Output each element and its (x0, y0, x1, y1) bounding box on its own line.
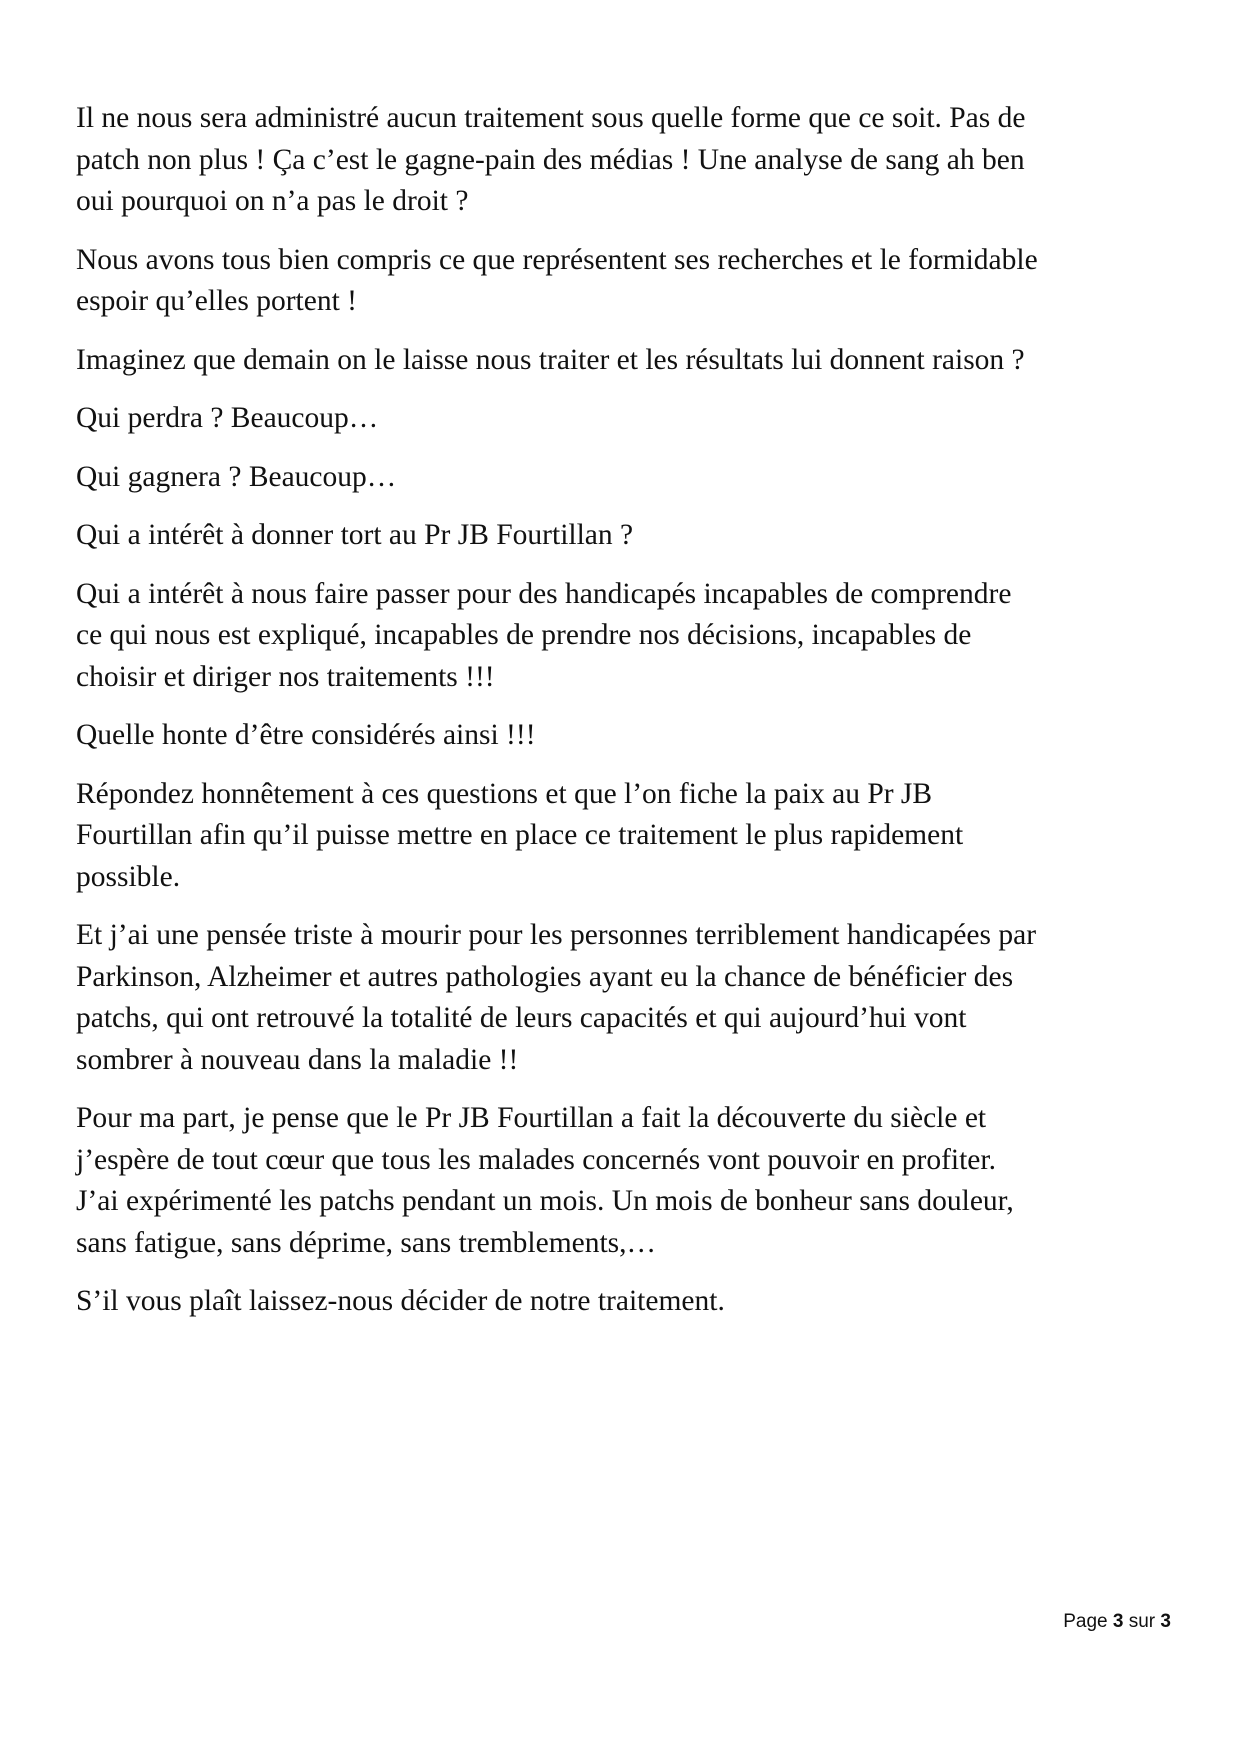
paragraph-5: Qui gagnera ? Beaucoup… (76, 460, 397, 493)
paragraph-3: Imaginez que demain on le laisse nous traiter et les résultats lui donnent raison ? (76, 343, 1025, 376)
page-current: 3 (1112, 1611, 1124, 1632)
page-label: Page (1063, 1611, 1108, 1632)
paragraph-9: Répondez honnêtement à ces questions et que l’on fiche la paix au Pr JB Fourtillan afin qu’il puisse mettre en place ce traitement le plus rapidement possible. (76, 777, 964, 893)
paragraph-10: Et j’ai une pensée triste à mourir pour les personnes terriblement handicapées par Parkinson, Alzheimer et autres pathologies ayant eu la chance de bénéficier des patchs, qui ont retrouvé la totalité de leurs capacités et qui aujourd’hui vont sombrer à nouveau dans la maladie !! (76, 919, 1037, 1076)
paragraph-1: Il ne nous sera administré aucun traitement sous quelle forme que ce soit. Pas de patch non plus ! Ça c’est le gagne-pain des médias ! Une analyse de sang ah ben oui pourquoi on n’a pas le droit ? (76, 102, 1026, 217)
paragraph-2: Nous avons tous bien compris ce que représentent ses recherches et le formidable espoir qu’elles portent ! (76, 243, 1038, 317)
paragraph-12: S’il vous plaît laissez-nous décider de notre traitement. (76, 1285, 725, 1317)
paragraph-7: Qui a intérêt à nous faire passer pour des handicapés incapables de comprendre ce qui nous est expliqué, incapables de prendre nos décisions, incapables de choisir et diriger nos traitements !!! (76, 577, 1012, 693)
paragraph-8: Quelle honte d’être considérés ainsi !!! (76, 719, 536, 751)
paragraph-6: Qui a intérêt à donner tort au Pr JB Fourtillan ? (76, 519, 634, 551)
paragraph-4: Qui perdra ? Beaucoup… (76, 402, 379, 434)
page-total: 3 (1160, 1611, 1171, 1632)
paragraph-11: Pour ma part, je pense que le Pr JB Fourtillan a fait la découverte du siècle et j’espère de tout cœur que tous les malades concernés vont pouvoir en profiter. J’ai expérimenté les patchs pendant un mois. Un mois de bonheur sans douleur, sans fatigue, sans déprime, sans tremblements,… (76, 1102, 1014, 1259)
page-number-footer (1063, 1611, 1171, 1633)
page-separator: sur (1128, 1611, 1156, 1632)
document-body (76, 98, 1176, 1340)
